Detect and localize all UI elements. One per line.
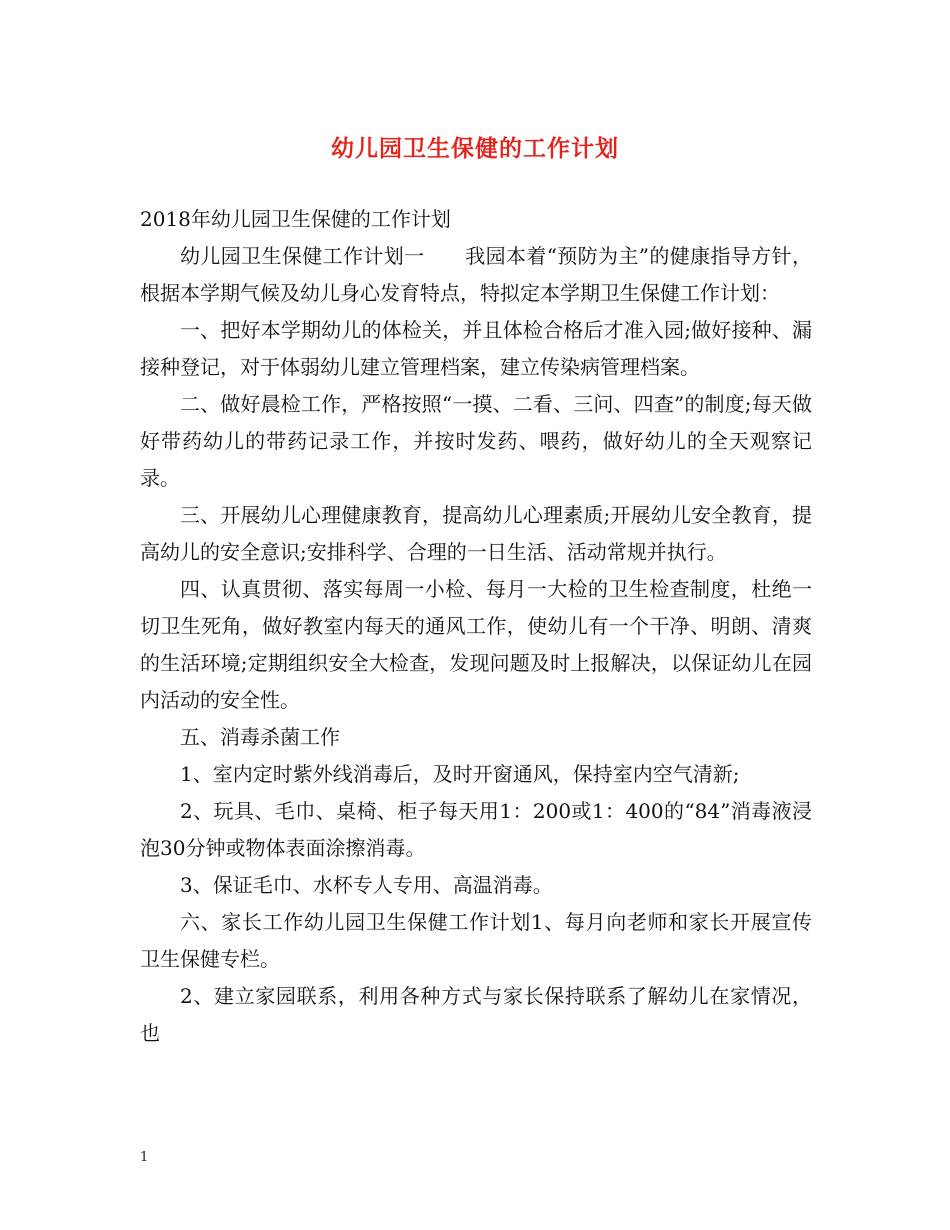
document-subtitle: 2018年幼儿园卫生保健的工作计划 (140, 207, 451, 231)
paragraph-item-2: 二、做好晨检工作，严格按照“一摸、二看、三问、四查”的制度;每天做好带药幼儿的带药记录工作，并按时发药、喂药，做好幼儿的全天观察记录。 (140, 392, 812, 490)
paragraph-item-1: 一、把好本学期幼儿的体检关，并且体检合格后才准入园;做好接种、漏接种登记，对于体弱幼儿建立管理档案，建立传染病管理档案。 (140, 318, 812, 379)
paragraph-item-6: 六、家长工作幼儿园卫生保健工作计划1、每月向老师和家长开展宣传卫生保健专栏。 (140, 910, 812, 971)
paragraph-item-5-3: 3、保证毛巾、水杯专人专用、高温消毒。 (180, 873, 553, 897)
paragraph-item-6-2: 2、建立家园联系，利用各种方式与家长保持联系了解幼儿在家情况，也 (140, 984, 812, 1045)
document-title: 幼儿园卫生保健的工作计划 (331, 135, 619, 162)
paragraph-intro: 幼儿园卫生保健工作计划一 我园本着“预防为主”的健康指导方针，根据本学期气候及幼儿身心发育特点，特拟定本学期卫生保健工作计划： (140, 244, 812, 305)
paragraph-item-5-1: 1、室内定时紫外线消毒后，及时开窗通风，保持室内空气清新; (180, 762, 740, 786)
paragraph-item-5-2: 2、玩具、毛巾、桌椅、柜子每天用1：200或1：400的“84”消毒液浸泡30分钟或物体表面涂擦消毒。 (140, 799, 812, 860)
document-body (140, 201, 812, 1052)
paragraph-item-5-heading: 五、消毒杀菌工作 (180, 725, 340, 749)
paragraph-item-3: 三、开展幼儿心理健康教育，提高幼儿心理素质;开展幼儿安全教育，提高幼儿的安全意识;安排科学、合理的一日生活、活动常规并执行。 (140, 503, 812, 564)
page-number: 1 (140, 1150, 149, 1165)
paragraph-item-4: 四、认真贯彻、落实每周一小检、每月一大检的卫生检查制度，杜绝一切卫生死角，做好教室内每天的通风工作，使幼儿有一个干净、明朗、清爽的生活环境;定期组织安全大检查，发现问题及时上报解决，以保证幼儿在园内活动的安全性。 (140, 577, 812, 712)
